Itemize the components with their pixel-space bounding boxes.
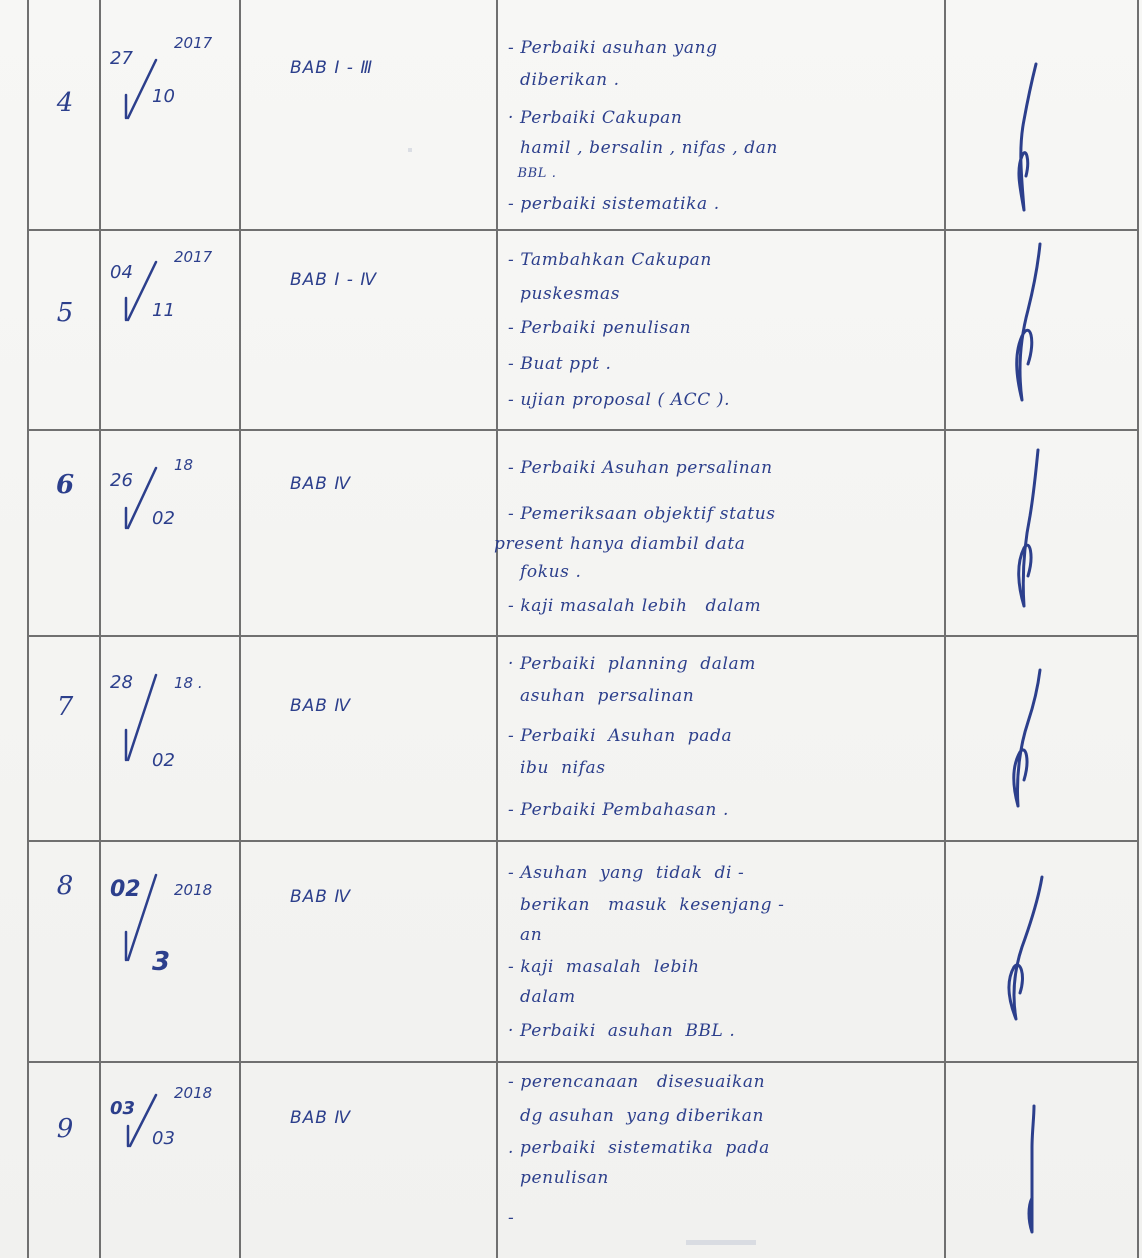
date-year: 2018 <box>174 881 213 899</box>
note-line: penulisan <box>508 1168 609 1188</box>
date-month: 11 <box>152 300 175 321</box>
row-number: 5 <box>56 298 74 328</box>
chapter-label: BAB Ⅳ <box>290 887 352 907</box>
table-row <box>0 636 1142 841</box>
notes-cell <box>508 0 940 230</box>
signature <box>972 240 1112 420</box>
note-line: diberikan . <box>508 70 620 90</box>
note-line: - Tambahkan Cakupan <box>508 250 712 270</box>
note-line: fokus . <box>508 562 582 582</box>
note-line: - perbaiki sistematika . <box>508 194 720 214</box>
note-line: - Buat ppt . <box>508 354 612 374</box>
date-day: 27 <box>110 48 133 69</box>
notes-cell <box>508 636 940 841</box>
note-line: . perbaiki sistematika pada <box>508 1138 770 1158</box>
date-day: 26 <box>110 470 133 491</box>
note-line: BBL . <box>508 166 557 181</box>
note-line: · Perbaiki planning dalam <box>508 654 757 674</box>
row-number: 8 <box>56 871 74 901</box>
date-cell <box>104 666 214 786</box>
note-line: - Pemeriksaan objektif status <box>508 504 776 524</box>
date-month: 10 <box>152 86 175 107</box>
signature <box>972 1102 1112 1242</box>
date-month: 02 <box>152 508 175 529</box>
notes-cell <box>508 230 940 430</box>
note-line: - kaji masalah lebih <box>508 957 700 977</box>
note-line: · Perbaiki asuhan BBL . <box>508 1021 736 1041</box>
note-line: asuhan persalinan <box>508 686 695 706</box>
note-line: ibu nifas <box>508 758 606 778</box>
notes-cell <box>494 430 940 636</box>
signature <box>972 60 1112 220</box>
row-number: 7 <box>56 692 74 722</box>
signature <box>972 871 1112 1031</box>
row-number: 6 <box>55 470 75 500</box>
date-year: 2017 <box>174 248 213 266</box>
note-line: puskesmas <box>508 284 621 304</box>
chapter-label: BAB I - Ⅲ <box>290 58 374 78</box>
date-cell <box>104 1084 214 1182</box>
date-day: 03 <box>110 1098 136 1119</box>
signature <box>972 666 1112 826</box>
date-year: 2018 <box>174 1084 213 1102</box>
note-line: · Perbaiki Cakupan <box>508 108 683 128</box>
note-line: - Perbaiki Asuhan persalinan <box>508 458 773 478</box>
table-row <box>0 0 1142 230</box>
note-line: - Perbaiki Asuhan pada <box>508 726 733 746</box>
table-row <box>0 230 1142 430</box>
date-cell <box>104 871 214 991</box>
table-row <box>0 841 1142 1062</box>
note-line: - perencanaan disesuaikan <box>508 1072 766 1092</box>
note-line: - kaji masalah lebih dalam <box>508 596 762 616</box>
date-month: 03 <box>152 1128 175 1149</box>
note-line: an <box>508 925 543 945</box>
note-line: dg asuhan yang diberikan <box>508 1106 765 1126</box>
date-cell <box>104 456 214 554</box>
date-month: 02 <box>152 750 175 771</box>
date-month: 3 <box>152 947 171 977</box>
notes-cell <box>508 1062 940 1258</box>
signature <box>972 446 1112 626</box>
date-cell <box>104 248 214 346</box>
note-line: - ujian proposal ( ACC ). <box>508 390 731 410</box>
date-year: 18 <box>174 456 194 474</box>
date-year: 18 . <box>174 674 203 692</box>
note-line: - Asuhan yang tidak di - <box>508 863 745 883</box>
row-number: 9 <box>56 1114 74 1144</box>
date-cell <box>104 34 214 132</box>
chapter-label: BAB Ⅳ <box>290 696 352 716</box>
note-line: hamil , bersalin , nifas , dan <box>508 138 778 158</box>
date-day: 04 <box>110 262 133 283</box>
chapter-label: BAB Ⅳ <box>290 1108 352 1128</box>
chapter-label: BAB I - Ⅳ <box>290 270 378 290</box>
note-line: - Perbaiki penulisan <box>508 318 692 338</box>
note-line: berikan masuk kesenjang - <box>508 895 785 915</box>
chapter-label: BAB Ⅳ <box>290 474 352 494</box>
note-line: dalam <box>508 987 576 1007</box>
notes-cell <box>508 841 940 1062</box>
note-line: - Perbaiki asuhan yang <box>508 38 718 58</box>
table-row <box>0 430 1142 636</box>
table-row <box>0 1062 1142 1258</box>
note-line: present hanya diambil data <box>494 534 746 554</box>
date-day: 02 <box>110 877 141 902</box>
note-line: - Perbaiki Pembahasan . <box>508 800 729 820</box>
date-day: 28 <box>110 672 133 693</box>
row-number: 4 <box>56 88 74 118</box>
date-year: 2017 <box>174 34 213 52</box>
note-line: - <box>508 1208 515 1228</box>
